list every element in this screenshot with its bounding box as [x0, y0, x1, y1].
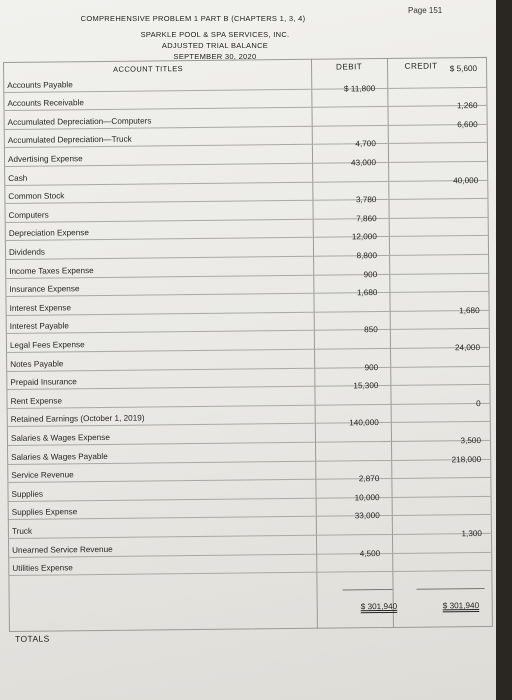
- debit-amount: 10,000: [354, 492, 380, 503]
- debit-amount: 7,860: [356, 213, 377, 224]
- trial-balance-table: [3, 57, 493, 644]
- problem-heading: COMPREHENSIVE PROBLEM 1 PART B (CHAPTERS 1, 3, 4): [80, 14, 306, 23]
- account-title: Rent Expense: [10, 396, 63, 406]
- account-title: Depreciation Expense: [8, 228, 89, 239]
- account-title: Salaries & Wages Expense: [10, 432, 110, 443]
- account-title: Advertising Expense: [7, 154, 83, 164]
- company-name: SPARKLE POOL & SPA SERVICES, INC.: [140, 30, 290, 39]
- credit-amount: 0: [475, 398, 481, 408]
- account-title: Insurance Expense: [9, 284, 80, 295]
- account-title: Service Revenue: [11, 470, 74, 481]
- report-date: SEPTEMBER 30, 2020: [173, 52, 257, 61]
- debit-amount: 15,300: [353, 381, 379, 391]
- account-title: Income Taxes Expense: [9, 265, 94, 276]
- debit-amount: 2,870: [358, 474, 380, 484]
- debit-amount: 900: [364, 362, 379, 372]
- debit-amount: 43,000: [350, 158, 377, 168]
- debit-amount: 140,000: [349, 418, 379, 428]
- account-title: Interest Expense: [9, 303, 72, 313]
- account-title: Utilities Expense: [12, 563, 73, 574]
- debit-amount: 1,680: [356, 288, 378, 298]
- totals-label: TOTALS: [14, 633, 50, 644]
- debit-amount: 8,800: [356, 251, 378, 261]
- debit-header: DEBIT: [335, 62, 363, 72]
- debit-amount: 12,000: [351, 232, 377, 242]
- account-titles-header: ACCOUNT TITLES: [113, 64, 184, 74]
- account-title: Cash: [8, 173, 28, 183]
- credit-amount: 218,000: [451, 454, 482, 464]
- account-title: Prepaid Insurance: [10, 377, 77, 388]
- total-credit: $ 301,940: [442, 601, 480, 611]
- account-title: Accumulated Depreciation—Truck: [7, 135, 132, 146]
- report-title: ADJUSTED TRIAL BALANCE: [161, 41, 269, 50]
- credit-amount: 1,680: [459, 305, 480, 316]
- credit-amount: 1,260: [456, 101, 478, 111]
- account-title: Unearned Service Revenue: [12, 544, 113, 555]
- credit-header: CREDIT: [404, 61, 438, 71]
- account-title: Interest Payable: [9, 321, 69, 332]
- account-title: Notes Payable: [10, 358, 64, 369]
- debit-amount: $ 11,800: [343, 83, 376, 94]
- account-title: Common Stock: [8, 191, 65, 202]
- debit-amount: 900: [363, 269, 378, 279]
- account-title: Supplies: [11, 489, 43, 499]
- account-title: Dividends: [8, 247, 45, 257]
- credit-amount: 40,000: [453, 175, 479, 185]
- account-title: Salaries & Wages Payable: [11, 451, 108, 462]
- account-title: Accounts Receivable: [7, 98, 84, 109]
- credit-amount: 24,000: [454, 343, 481, 353]
- account-title: Computers: [8, 210, 49, 220]
- page-number: Page 151: [408, 6, 443, 15]
- account-title: Legal Fees Expense: [9, 340, 85, 350]
- credit-amount: 1,300: [461, 529, 483, 539]
- account-title: Truck: [11, 526, 33, 536]
- debit-amount: 33,000: [354, 511, 380, 521]
- credit-amount: 3,500: [460, 436, 482, 446]
- debit-amount: 3,780: [355, 195, 377, 205]
- credit-amount: 6,600: [457, 119, 478, 130]
- total-debit: $ 301,940: [360, 601, 398, 612]
- account-title: Accounts Payable: [7, 79, 73, 90]
- account-title: Accumulated Depreciation—Computers: [7, 116, 152, 127]
- account-title: Supplies Expense: [11, 507, 78, 518]
- debit-amount: 4,700: [355, 139, 376, 149]
- credit-amount: $ 5,600: [449, 64, 478, 74]
- photo-background-edge: [496, 0, 512, 700]
- account-title: Retained Earnings (October 1, 2019): [10, 413, 145, 425]
- debit-amount: 850: [364, 325, 378, 335]
- debit-amount: 4,500: [359, 548, 381, 558]
